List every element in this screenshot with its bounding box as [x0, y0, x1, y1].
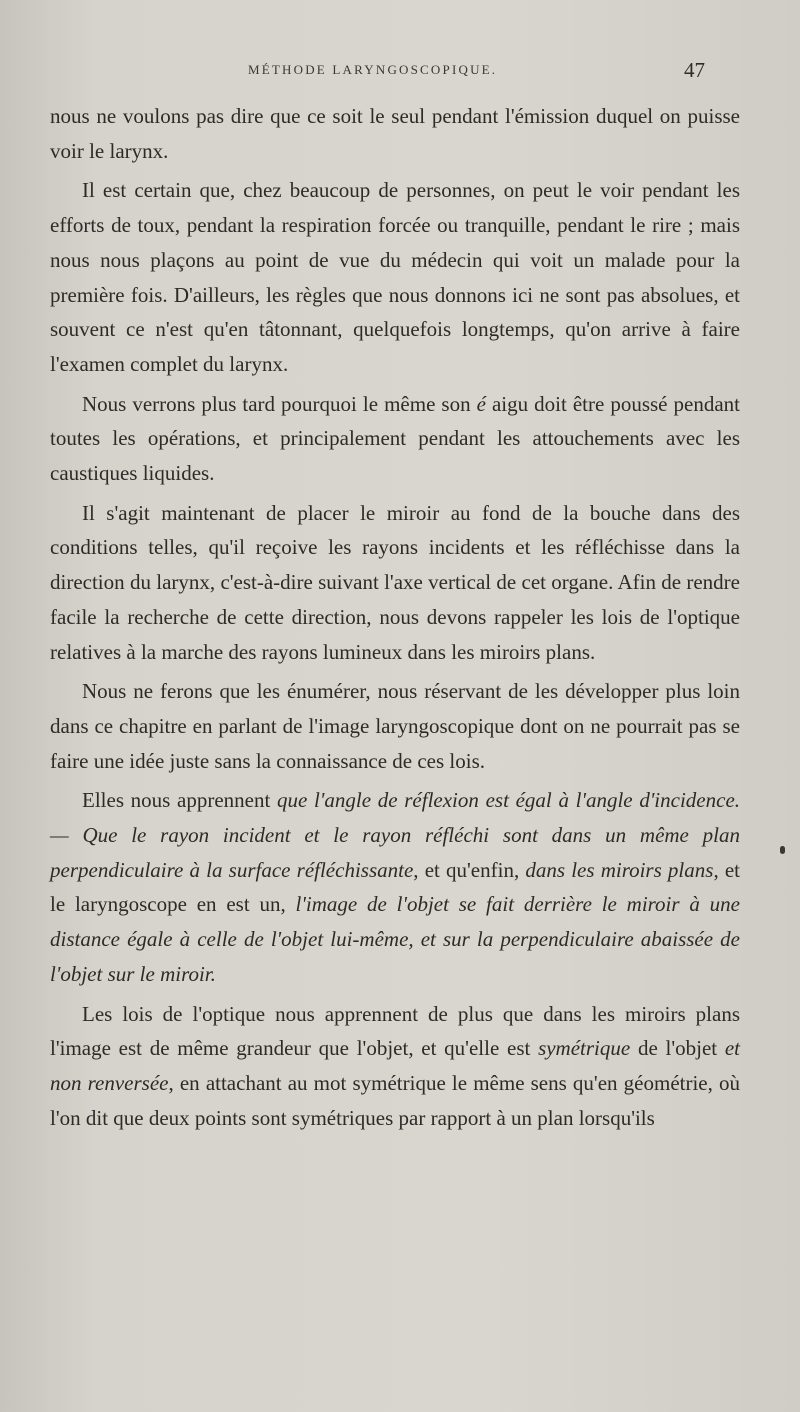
- text-run: de l'objet: [630, 1036, 725, 1061]
- text-run: Les lois de l'optique nous apprennent de plus que dans les miroirs plans l'image est de même grandeur que l'objet, et qu'elle est: [50, 1001, 740, 1061]
- text-run: , et le laryngoscope en est un,: [50, 857, 741, 917]
- paragraph: [50, 674, 740, 778]
- paragraph: [50, 99, 740, 168]
- text-run: Il est certain que, chez beaucoup de personnes, on peut le voir pendant les efforts de toux, pendant la respiration forcée ou tranquille, pendant le rire ; mais nous nous plaçons au point de vue du médecin qui voit un malade pour la première fois. D'ailleurs, les règles que nous donnons ici ne sont pas absolues, et souvent ce n'est qu'en tâtonnant, quelquefois longtemps, qu'on arrive à faire l'examen complet du larynx.: [50, 178, 740, 376]
- text-run: Nous verrons plus tard pourquoi le même son: [82, 391, 477, 416]
- paragraph: [50, 997, 740, 1136]
- paragraph: [50, 783, 740, 991]
- text-run: Nous ne ferons que les énumérer, nous réservant de les développer plus loin dans ce chapitre en parlant de l'image laryngoscopique dont on ne pourrait pas se faire une idée juste sans la connaissance de ces lois.: [50, 679, 740, 773]
- text-run: Il s'agit maintenant de placer le miroir au fond de la bouche dans des conditions telles, qu'il reçoive les rayons incidents et les réfléchisse dans la direction du larynx, c'est-à-dire suivant l'axe vertical de cet organe. Afin de rendre facile la recherche de cette direction, nous devons rappeler les lois de l'optique relatives à la marche des rayons lumineux dans les miroirs plans.: [50, 500, 740, 664]
- body-text: [50, 99, 740, 1140]
- paragraph: [50, 387, 740, 491]
- italic-text-run: é: [476, 391, 486, 416]
- paragraph: [50, 496, 740, 670]
- italic-text-run: que l'angle de réflexion est égal à l'angle d'incidence. — Que le rayon incident et le rayon réfléchi sont dans un même plan perpendiculaire à la surface réfléchissante: [50, 788, 741, 882]
- page-number: 47: [684, 58, 705, 82]
- text-run: Elles nous apprennent: [82, 788, 278, 813]
- italic-text-run: symétrique: [538, 1036, 631, 1061]
- page-header: [0, 58, 800, 88]
- text-run: , et qu'enfin,: [413, 857, 526, 882]
- italic-text-run: et non renversée: [50, 1036, 740, 1095]
- text-run: , en attachant au mot symétrique le même sens qu'en géométrie, où l'on dit que deux points sont symétriques par rapport à un plan lorsqu'ils: [50, 1070, 741, 1130]
- paragraph: [50, 173, 740, 381]
- text-run: aigu doit être poussé pendant toutes les opérations, et principalement pendant les attouchements avec les caustiques liquides.: [50, 391, 740, 486]
- running-title: MÉTHODE LARYNGOSCOPIQUE.: [248, 62, 498, 77]
- text-run: nous ne voulons pas dire que ce soit le seul pendant l'émission duquel on puisse voir le larynx.: [50, 104, 740, 163]
- italic-text-run: dans les miroirs plans: [525, 857, 714, 882]
- ink-speck: [780, 846, 785, 854]
- italic-text-run: l'image de l'objet se fait derrière le miroir à une distance égale à celle de l'objet lui-même, et sur la perpendiculaire abaissée de l'objet sur le miroir.: [50, 892, 740, 986]
